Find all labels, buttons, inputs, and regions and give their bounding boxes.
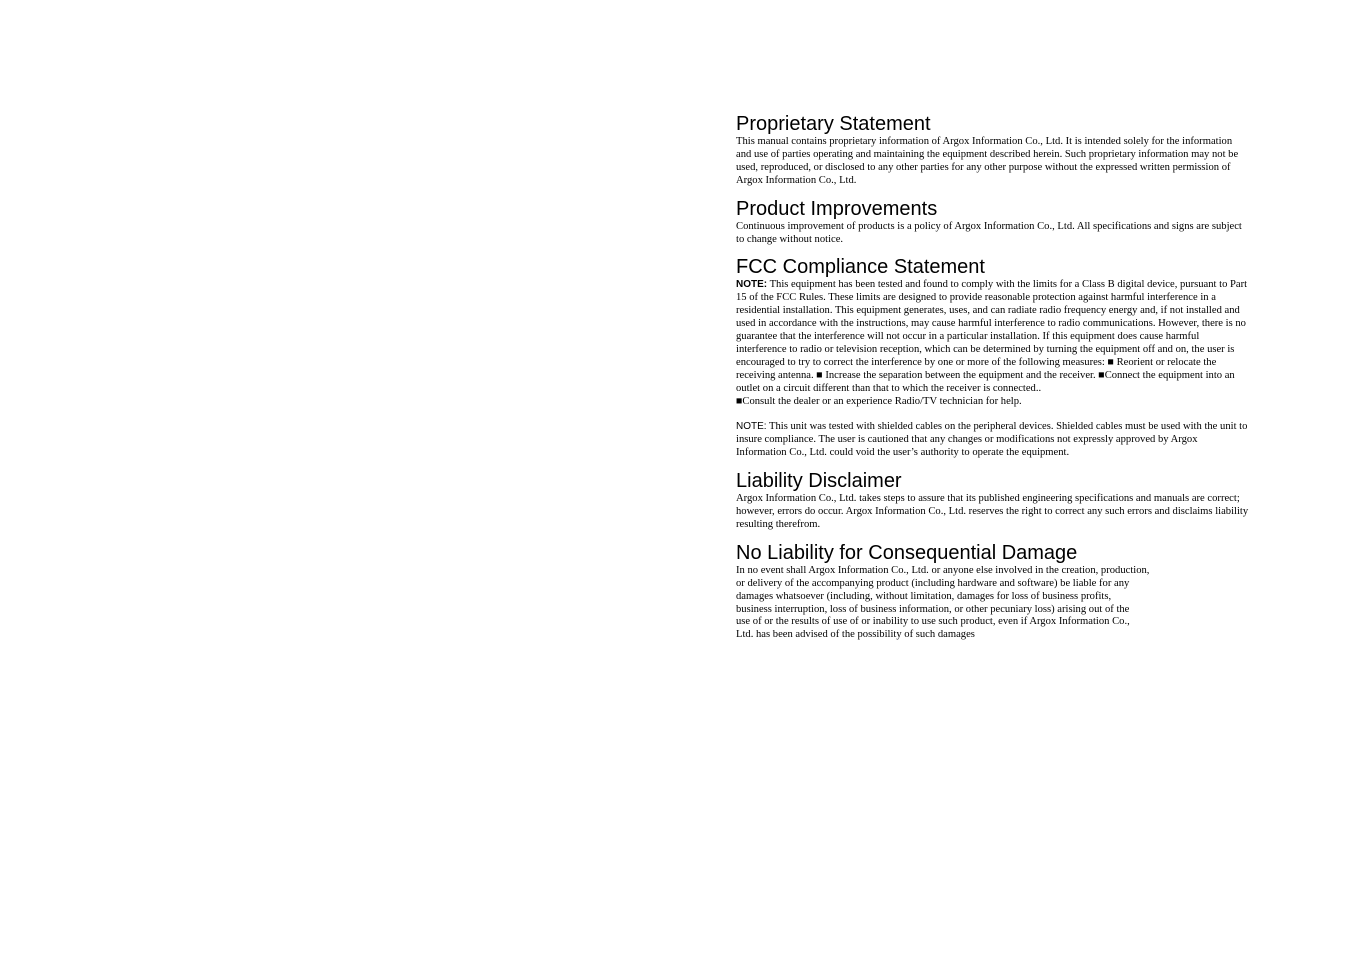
note-label: NOTE: bbox=[736, 279, 768, 291]
section-fcc-compliance bbox=[736, 255, 1250, 460]
fcc-note-paragraph bbox=[736, 279, 1250, 395]
note-body: This unit was tested with shielded cables on the peripheral devices. Shielded cables must be used with the unit to insure compliance. The user is cautioned that any changes or modifications not expressly approved by Argox Information Co., Ltd. could void the user’s authority to operate the equipment. bbox=[736, 421, 1248, 459]
section-title: FCC Compliance Statement bbox=[736, 256, 985, 279]
section-title: Proprietary Statement bbox=[736, 113, 931, 135]
section-title: No Liability for Consequential Damage bbox=[736, 541, 1078, 564]
section-product-improvements bbox=[736, 197, 1250, 247]
text-line: In no event shall Argox Information Co., Ltd. or anyone else involved in the creation, production, bbox=[736, 564, 1150, 576]
text-line: use of or the results of use of or inability to use such product, even if Argox Information Co., bbox=[736, 616, 1130, 628]
section-title: Product Improvements bbox=[736, 197, 938, 220]
note-label: NOTE: bbox=[736, 421, 767, 433]
section-liability-disclaimer bbox=[736, 469, 1250, 532]
note-body: This equipment has been tested and found to comply with the limits for a Class B digital device, pursuant to Part 15 of the FCC Rules. These limits are designed to provide reasonable protection against harmful interference in a residential installation. This equipment generates, uses, and can radiate radio frequency energy and, if not installed and used in accordance with the instructions, may cause harmful interference to radio communications. However, there is no guarantee that the interference will not occur in a particular installation. If this equipment does cause harmful interference to radio or television reception, which can be determined by turning the equipment off and on, the user is encouraged to try to correct the interference by one or more of the following measures: ■ Reorient or relocate the receiving antenna. ■ Increase the separation between the equipment and the receiver. ■Connect the equipment into an outlet on a circuit different than that to which the receiver is connected.. bbox=[736, 279, 1248, 394]
document-column bbox=[736, 112, 1250, 651]
text-line: Ltd. has been advised of the possibility of such damages bbox=[736, 629, 975, 641]
fcc-consult-line: ■Consult the dealer or an experience Radio/TV technician for help. bbox=[736, 395, 1022, 407]
section-body: This manual contains proprietary information of Argox Information Co., Ltd. It is intended solely for the information and use of parties operating and maintaining the equipment described herein. Such proprietary information may not be used, reproduced, or disclosed to any other parties for any other purpose without the expressed written permission of Argox Information Co., Ltd. bbox=[736, 136, 1239, 186]
text-line: damages whatsoever (including, without limitation, damages for loss of business profits, bbox=[736, 590, 1112, 602]
section-consequential-damage bbox=[736, 541, 1250, 642]
section-body: Continuous improvement of products is a policy of Argox Information Co., Ltd. All specifications and signs are subject to change without notice. bbox=[736, 220, 1242, 245]
text-line: business interruption, loss of business information, or other pecuniary loss) arising out of the bbox=[736, 603, 1130, 615]
section-body bbox=[736, 565, 1250, 642]
fcc-second-note-paragraph bbox=[736, 421, 1250, 460]
section-body: Argox Information Co., Ltd. takes steps to assure that its published engineering specifications and manuals are correct; however, errors do occur. Argox Information Co., Ltd. reserves the right to correct any such errors and disclaims liability resulting therefrom. bbox=[736, 493, 1249, 530]
section-title: Liability Disclaimer bbox=[736, 470, 902, 493]
section-proprietary-statement bbox=[736, 112, 1250, 188]
text-line: or delivery of the accompanying product (including hardware and software) be liable for any bbox=[736, 577, 1130, 589]
